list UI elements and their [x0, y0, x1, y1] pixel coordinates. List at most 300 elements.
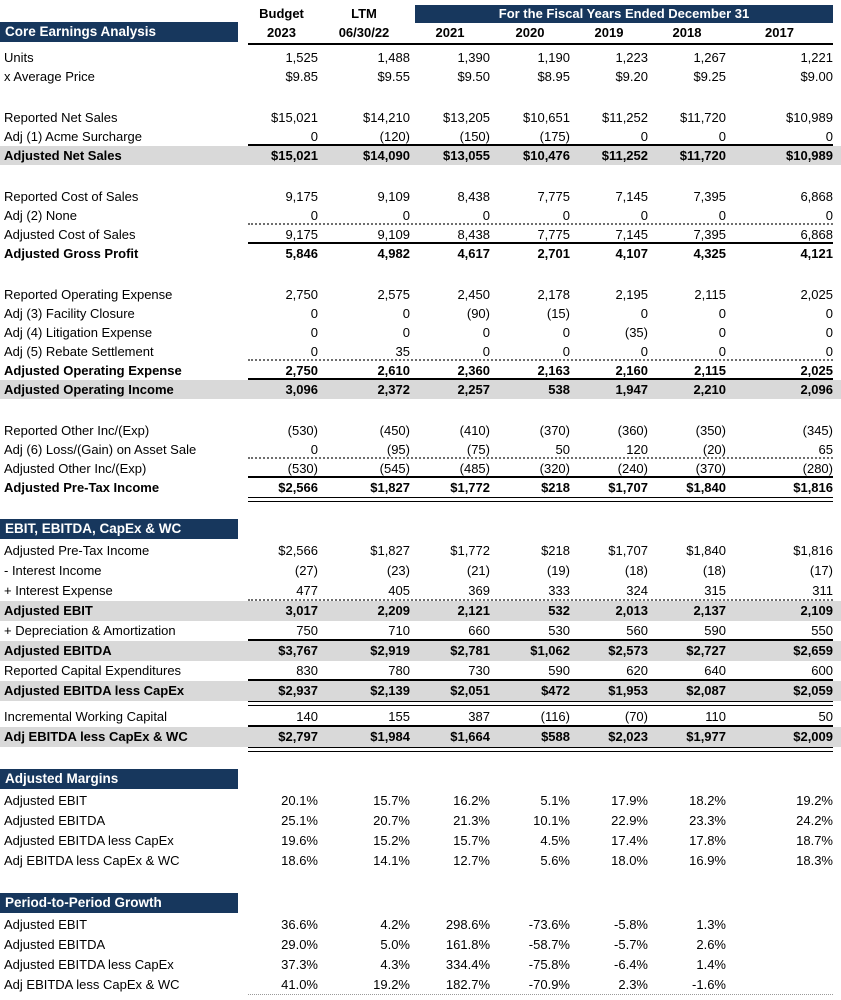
value-cell: 2,450: [457, 287, 490, 302]
table-row: [0, 146, 841, 165]
value-cell: $218: [541, 480, 570, 495]
table-row: [0, 831, 841, 851]
rule-faint: [248, 994, 833, 995]
table-row: [0, 707, 841, 727]
value-cell: $10,651: [523, 110, 570, 125]
table-row: [0, 601, 841, 621]
value-cell: $10,989: [786, 148, 833, 163]
value-cell: 830: [296, 663, 318, 678]
value-cell: 532: [548, 603, 570, 618]
value-cell: $9.50: [457, 69, 490, 84]
value-cell: 4.5%: [540, 833, 570, 848]
value-cell: $2,087: [686, 683, 726, 698]
table-row: [0, 541, 841, 561]
table-row: [0, 851, 841, 871]
value-cell: 0: [825, 208, 833, 223]
value-cell: 155: [388, 709, 410, 724]
table-row: [0, 621, 841, 641]
value-cell: 2,163: [537, 363, 570, 378]
table-row: [0, 975, 841, 995]
table-row: [0, 361, 841, 380]
value-cell: 29.0%: [281, 937, 318, 952]
value-cell: 4.3%: [380, 957, 410, 972]
table-row: [0, 206, 841, 225]
value-cell: (485): [459, 461, 490, 476]
value-cell: $11,252: [601, 148, 648, 163]
value-cell: 16.2%: [453, 793, 490, 808]
value-cell: (21): [466, 563, 490, 578]
value-cell: 560: [626, 623, 648, 638]
value-cell: 19.2%: [796, 793, 833, 808]
value-cell: [726, 955, 833, 975]
value-cell: (410): [459, 423, 490, 438]
value-cell: $14,090: [363, 148, 410, 163]
value-cell: 7,395: [693, 189, 726, 204]
value-cell: 0: [482, 208, 490, 223]
value-cell: $1,984: [370, 729, 410, 744]
value-cell: $9.55: [377, 69, 410, 84]
row-label: Reported Cost of Sales: [4, 189, 139, 204]
value-cell: 730: [468, 663, 490, 678]
value-cell: 1,221: [800, 50, 833, 65]
row-group-0: [0, 791, 841, 871]
row-label: Reported Net Sales: [4, 110, 118, 125]
row-label: Adj EBITDA less CapEx & WC: [4, 729, 188, 744]
value-cell: 0: [718, 325, 726, 340]
value-cell: 16.9%: [689, 853, 726, 868]
value-cell: $15,021: [271, 110, 318, 125]
value-cell: 15.2%: [373, 833, 410, 848]
value-cell: $9.20: [615, 69, 648, 84]
value-cell: 2,209: [377, 603, 410, 618]
value-cell: 7,395: [693, 227, 726, 242]
table-row: [0, 48, 841, 67]
value-cell: $2,781: [450, 643, 490, 658]
value-cell: 0: [310, 344, 318, 359]
value-cell: (320): [539, 461, 570, 476]
value-cell: $1,977: [686, 729, 726, 744]
section-1: [0, 519, 841, 747]
value-cell: $1,772: [450, 480, 490, 495]
value-cell: 50: [555, 442, 570, 457]
value-cell: $1,062: [530, 643, 570, 658]
row-label: Adj (6) Loss/(Gain) on Asset Sale: [4, 442, 197, 457]
table-row: [0, 285, 841, 304]
value-cell: $1,707: [608, 543, 648, 558]
value-cell: 0: [640, 129, 648, 144]
value-cell: $15,021: [271, 148, 318, 163]
value-cell: 5.1%: [540, 793, 570, 808]
section-2: [0, 769, 841, 871]
value-cell: $2,797: [278, 729, 318, 744]
value-cell: (345): [802, 423, 833, 438]
value-cell: $472: [541, 683, 570, 698]
value-cell: 780: [388, 663, 410, 678]
value-cell: 0: [640, 208, 648, 223]
value-cell: 120: [626, 442, 648, 457]
value-cell: 550: [811, 623, 833, 638]
value-cell: 5,846: [285, 246, 318, 261]
value-cell: $2,009: [793, 729, 833, 744]
value-cell: $10,989: [786, 110, 833, 125]
value-cell: 110: [705, 709, 726, 724]
section-header-row: [0, 769, 841, 789]
value-cell: 0: [562, 325, 570, 340]
value-cell: 18.6%: [281, 853, 318, 868]
row-group-1: [0, 108, 841, 165]
table-row: [0, 661, 841, 681]
value-cell: 7,775: [537, 189, 570, 204]
row-label: Adj (1) Acme Surcharge: [4, 129, 143, 144]
value-cell: 15.7%: [373, 793, 410, 808]
value-cell: 2,360: [457, 363, 490, 378]
value-cell: 2,750: [285, 287, 318, 302]
value-cell: 18.7%: [796, 833, 833, 848]
value-cell: [726, 915, 833, 935]
table-row: [0, 478, 841, 497]
column-header-2019: 2019: [594, 24, 624, 40]
value-cell: [726, 975, 833, 995]
row-label: Incremental Working Capital: [4, 709, 168, 724]
value-cell: $3,767: [278, 643, 318, 658]
row-label: Adjusted Cost of Sales: [4, 227, 136, 242]
table-row: [0, 641, 841, 661]
row-label: Adj EBITDA less CapEx & WC: [4, 977, 180, 992]
value-cell: $1,816: [793, 543, 833, 558]
value-cell: 15.7%: [453, 833, 490, 848]
value-cell: 2,121: [457, 603, 490, 618]
value-cell: 8,438: [457, 227, 490, 242]
value-cell: (23): [386, 563, 410, 578]
column-header-ltm: LTM: [351, 6, 377, 21]
value-cell: -6.4%: [614, 957, 648, 972]
value-cell: (530): [287, 461, 318, 476]
value-cell: 6,868: [800, 189, 833, 204]
value-cell: 710: [388, 623, 410, 638]
value-cell: $10,476: [523, 148, 570, 163]
value-cell: 0: [562, 208, 570, 223]
table-row: [0, 244, 841, 263]
row-label: Adjusted Pre-Tax Income: [4, 480, 160, 495]
value-cell: $13,055: [443, 148, 490, 163]
value-cell: 3,096: [285, 382, 318, 397]
table-row: [0, 935, 841, 955]
row-label: Adjusted Operating Income: [4, 382, 174, 397]
value-cell: (120): [379, 129, 410, 144]
column-header-2021: 2021: [435, 24, 465, 40]
value-cell: 2,257: [457, 382, 490, 397]
value-cell: (18): [624, 563, 648, 578]
table-row: [0, 108, 841, 127]
value-cell: $11,720: [679, 148, 726, 163]
header-underline: [248, 43, 833, 45]
column-header-row-1: [0, 4, 841, 22]
value-cell: $13,205: [443, 110, 490, 125]
value-cell: $1,664: [450, 729, 490, 744]
value-cell: 0: [482, 325, 490, 340]
value-cell: 9,109: [377, 189, 410, 204]
value-cell: 2.3%: [618, 977, 648, 992]
value-cell: (95): [386, 442, 410, 457]
value-cell: 1.4%: [696, 957, 726, 972]
value-cell: $1,840: [686, 543, 726, 558]
value-cell: 9,109: [377, 227, 410, 242]
value-cell: 17.4%: [611, 833, 648, 848]
row-label: Adjusted Gross Profit: [4, 246, 139, 261]
row-label: Adjusted EBIT: [4, 793, 88, 808]
value-cell: 1,267: [693, 50, 726, 65]
table-row: [0, 225, 841, 244]
section-header-row: [0, 519, 841, 539]
value-cell: (360): [617, 423, 648, 438]
row-label: Adjusted EBITDA: [4, 643, 112, 658]
table-row: [0, 187, 841, 206]
value-cell: $9.25: [693, 69, 726, 84]
value-cell: 311: [812, 583, 833, 598]
row-label: Adj EBITDA less CapEx & WC: [4, 853, 180, 868]
value-cell: 640: [704, 663, 726, 678]
column-header-2017: 2017: [765, 24, 794, 40]
table-row: [0, 421, 841, 440]
value-cell: (450): [379, 423, 410, 438]
value-cell: 4,325: [693, 246, 726, 261]
rule-double: [248, 497, 833, 502]
value-cell: $2,573: [608, 643, 648, 658]
value-cell: $2,059: [793, 683, 833, 698]
row-label: - Interest Income: [4, 563, 102, 578]
value-cell: 590: [548, 663, 570, 678]
value-cell: -1.6%: [692, 977, 726, 992]
section-header-period-to-period-growth: Period-to-Period Growth: [0, 893, 238, 913]
row-label: Units: [4, 50, 34, 65]
value-cell: 50: [818, 709, 833, 724]
value-cell: 18.3%: [796, 853, 833, 868]
table-body: [0, 48, 841, 995]
value-cell: 405: [388, 583, 410, 598]
value-cell: 1.3%: [696, 917, 726, 932]
value-cell: $2,566: [278, 543, 318, 558]
value-cell: 2,025: [800, 287, 833, 302]
value-cell: 0: [402, 208, 410, 223]
table-row: [0, 791, 841, 811]
value-cell: 0: [310, 325, 318, 340]
value-cell: 2,160: [615, 363, 648, 378]
row-label: Adjusted EBITDA less CapEx: [4, 957, 174, 972]
value-cell: 4,107: [615, 246, 648, 261]
value-cell: 0: [825, 306, 833, 321]
value-cell: (530): [287, 423, 318, 438]
value-cell: 19.6%: [281, 833, 318, 848]
value-cell: 36.6%: [281, 917, 318, 932]
value-cell: 0: [718, 208, 726, 223]
value-cell: $2,051: [450, 683, 490, 698]
value-cell: 18.2%: [689, 793, 726, 808]
value-cell: 2,137: [693, 603, 726, 618]
value-cell: 530: [548, 623, 570, 638]
row-group-4: [0, 421, 841, 497]
table-row: [0, 440, 841, 459]
value-cell: 4.2%: [380, 917, 410, 932]
value-cell: 750: [296, 623, 318, 638]
value-cell: 19.2%: [373, 977, 410, 992]
value-cell: 9,175: [285, 189, 318, 204]
value-cell: $2,919: [370, 643, 410, 658]
value-cell: (370): [539, 423, 570, 438]
value-cell: 0: [825, 344, 833, 359]
value-cell: (370): [695, 461, 726, 476]
value-cell: 0: [310, 208, 318, 223]
row-group-0: [0, 541, 841, 747]
row-label: Adjusted EBITDA: [4, 937, 106, 952]
value-cell: 24.2%: [796, 813, 833, 828]
value-cell: $1,772: [450, 543, 490, 558]
value-cell: (75): [466, 442, 490, 457]
value-cell: 6,868: [800, 227, 833, 242]
section-header-ebit-ebitda-capex-wc: EBIT, EBITDA, CapEx & WC: [0, 519, 238, 539]
value-cell: (240): [617, 461, 648, 476]
value-cell: 660: [468, 623, 490, 638]
value-cell: 20.1%: [281, 793, 318, 808]
table-row: [0, 681, 841, 701]
table-row: [0, 955, 841, 975]
value-cell: 0: [310, 306, 318, 321]
value-cell: 0: [562, 344, 570, 359]
value-cell: 0: [482, 344, 490, 359]
value-cell: (27): [294, 563, 318, 578]
value-cell: 182.7%: [445, 977, 490, 992]
value-cell: 2,025: [800, 363, 833, 378]
value-cell: 25.1%: [281, 813, 318, 828]
value-cell: 0: [640, 344, 648, 359]
value-cell: 2,178: [537, 287, 570, 302]
value-cell: $11,252: [601, 110, 648, 125]
table-row: [0, 581, 841, 601]
table-row: [0, 67, 841, 86]
table-row: [0, 304, 841, 323]
value-cell: 161.8%: [445, 937, 490, 952]
value-cell: 12.7%: [453, 853, 490, 868]
row-group-0: [0, 48, 841, 86]
row-label: Adjusted Other Inc/(Exp): [4, 461, 147, 476]
table-row: [0, 323, 841, 342]
row-label: + Interest Expense: [4, 583, 113, 598]
value-cell: 7,145: [615, 189, 648, 204]
value-cell: 0: [402, 325, 410, 340]
value-cell: 620: [626, 663, 648, 678]
row-label: Adjusted Pre-Tax Income: [4, 543, 150, 558]
value-cell: 333: [548, 583, 570, 598]
row-label: Adjusted EBIT: [4, 603, 93, 618]
value-cell: $1,953: [608, 683, 648, 698]
row-label: Adjusted EBIT: [4, 917, 88, 932]
value-cell: $9.00: [800, 69, 833, 84]
fiscal-years-banner: For the Fiscal Years Ended December 31: [415, 5, 833, 23]
value-cell: 1,488: [377, 50, 410, 65]
value-cell: (15): [546, 306, 570, 321]
row-label: Adjusted EBITDA less CapEx: [4, 833, 174, 848]
row-group-3: [0, 285, 841, 399]
value-cell: -5.8%: [614, 917, 648, 932]
value-cell: 0: [825, 129, 833, 144]
column-header-budget: Budget: [259, 6, 304, 21]
value-cell: 2,210: [693, 382, 726, 397]
value-cell: 590: [704, 623, 726, 638]
table-row: [0, 727, 841, 747]
value-cell: 35: [395, 344, 410, 359]
value-cell: $1,840: [686, 480, 726, 495]
value-cell: -58.7%: [528, 937, 570, 952]
value-cell: 324: [626, 583, 648, 598]
value-cell: 1,390: [457, 50, 490, 65]
value-cell: $1,816: [793, 480, 833, 495]
value-cell: -73.6%: [528, 917, 570, 932]
row-group-2: [0, 187, 841, 263]
value-cell: $11,720: [679, 110, 726, 125]
column-header-row-2: [0, 22, 841, 42]
value-cell: 2,372: [377, 382, 410, 397]
value-cell: 4,982: [377, 246, 410, 261]
value-cell: 1,190: [537, 50, 570, 65]
value-cell: 18.0%: [611, 853, 648, 868]
value-cell: 387: [468, 709, 490, 724]
section-header-core-earnings-analysis: Core Earnings Analysis: [0, 22, 238, 42]
row-label: x Average Price: [4, 69, 95, 84]
value-cell: 21.3%: [453, 813, 490, 828]
value-cell: (545): [379, 461, 410, 476]
value-cell: $1,827: [370, 480, 410, 495]
value-cell: $218: [541, 543, 570, 558]
value-cell: (35): [624, 325, 648, 340]
value-cell: 1,947: [615, 382, 648, 397]
value-cell: $2,727: [686, 643, 726, 658]
value-cell: 0: [825, 325, 833, 340]
value-cell: 23.3%: [689, 813, 726, 828]
value-cell: $9.85: [285, 69, 318, 84]
value-cell: 14.1%: [373, 853, 410, 868]
value-cell: $1,707: [608, 480, 648, 495]
row-label: Adj (3) Facility Closure: [4, 306, 135, 321]
rule-double: [248, 747, 833, 752]
row-label: Adj (4) Litigation Expense: [4, 325, 153, 340]
value-cell: 315: [704, 583, 726, 598]
value-cell: 65: [818, 442, 833, 457]
value-cell: 298.6%: [445, 917, 490, 932]
section-3: [0, 893, 841, 995]
row-label: Adjusted EBITDA: [4, 813, 106, 828]
column-header-2023: 2023: [267, 24, 296, 40]
value-cell: 37.3%: [281, 957, 318, 972]
value-cell: 2.6%: [696, 937, 726, 952]
value-cell: 2,115: [694, 363, 726, 378]
value-cell: $2,659: [793, 643, 833, 658]
value-cell: -5.7%: [614, 937, 648, 952]
row-label: Reported Capital Expenditures: [4, 663, 182, 678]
column-header-2020: 2020: [515, 24, 545, 40]
value-cell: 0: [640, 306, 648, 321]
value-cell: 2,109: [800, 603, 833, 618]
table-row: [0, 811, 841, 831]
table-row: [0, 561, 841, 581]
table-row: [0, 915, 841, 935]
value-cell: $14,210: [363, 110, 410, 125]
table-row: [0, 342, 841, 361]
value-cell: (70): [624, 709, 648, 724]
section-0: [0, 48, 841, 497]
value-cell: 1,223: [615, 50, 648, 65]
value-cell: 0: [718, 306, 726, 321]
table-row: [0, 127, 841, 146]
value-cell: (19): [546, 563, 570, 578]
